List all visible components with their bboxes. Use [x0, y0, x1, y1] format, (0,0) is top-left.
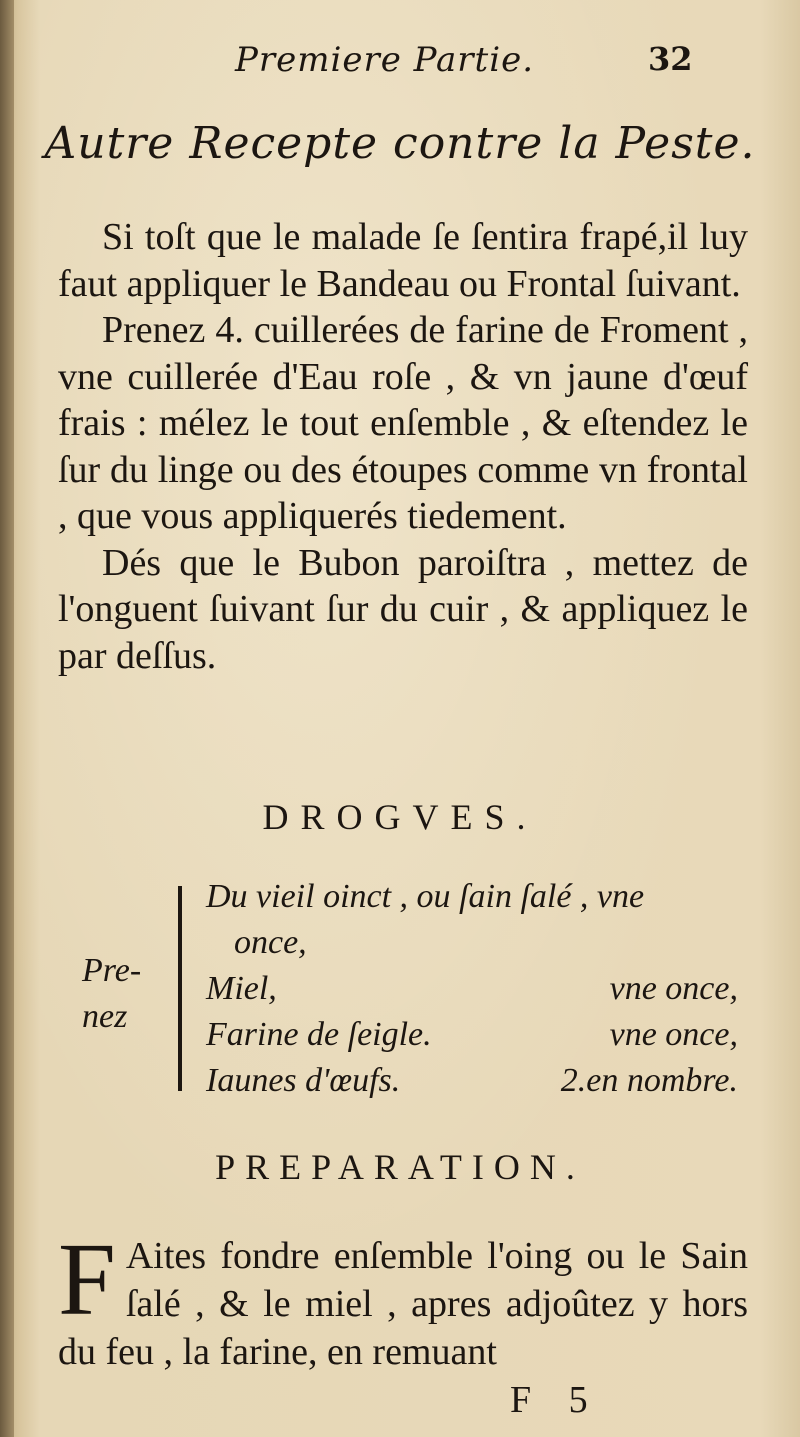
preparation-text [58, 1222, 748, 1376]
drop-cap: F [58, 1222, 116, 1337]
running-head: Premiere Partie. [235, 40, 535, 80]
ingredient-row [206, 924, 738, 970]
ingredient-name: once, [234, 924, 307, 961]
ingredient-name: Du vieil oinct , ou ſain ſalé , vne [206, 878, 645, 915]
signature-mark: F 5 [510, 1379, 602, 1421]
paragraph: Prenez 4. cuillerées de farine de Froment , vne cuillerée d'Eau roſe , & vn jaune d'œuf frais : mélez le tout enſemble , & eſtendez le ſur du linge ou des étoupes comme vn frontal , que vous appliquerés tiedement. [58, 309, 748, 537]
preparation-heading: PREPARATION. [215, 1147, 585, 1187]
paragraph: Si toſt que le malade ſe ſentira frapé,il luy faut appliquer le Bandeau ou Frontal ſuivant. [58, 216, 748, 305]
section-title: Autre Recepte contre la Peste. [44, 118, 756, 169]
ingredients [206, 878, 738, 1108]
ingredient-name: Farine de ſeigle. [206, 1016, 432, 1053]
drogues-heading: DROGVES. [262, 797, 538, 837]
ingredient-qty: 2.en nombre. [560, 1062, 738, 1099]
ingredient-row [206, 1062, 738, 1108]
page-gutter [0, 0, 14, 1437]
ingredient-row [206, 970, 738, 1016]
ingredient-row [206, 878, 738, 924]
page-number: 32 [648, 40, 693, 78]
ingredient-name: Iaunes d'œufs. [206, 1062, 401, 1099]
body-text [58, 214, 748, 679]
paragraph: Dés que le Bubon paroiſtra , mettez de l'onguent ſuivant ſur du cuir , & appliquez le par deſſus. [58, 541, 748, 677]
prenez-label [82, 948, 141, 1040]
prenez-line: nez [82, 998, 128, 1035]
paragraph: Aites fondre enſemble l'oing ou le Sain ſalé , & le miel , apres adjoûtez y hors du feu , la farine, en remuant [58, 1235, 748, 1373]
recipe-list [60, 878, 740, 1098]
brace [178, 886, 182, 1091]
ingredient-qty: vne once, [609, 1016, 738, 1053]
ingredient-name: Miel, [206, 970, 277, 1007]
prenez-line: Pre- [82, 952, 142, 989]
page-header [0, 40, 800, 90]
ingredient-qty: vne once, [609, 970, 738, 1007]
ingredient-row [206, 1016, 738, 1062]
